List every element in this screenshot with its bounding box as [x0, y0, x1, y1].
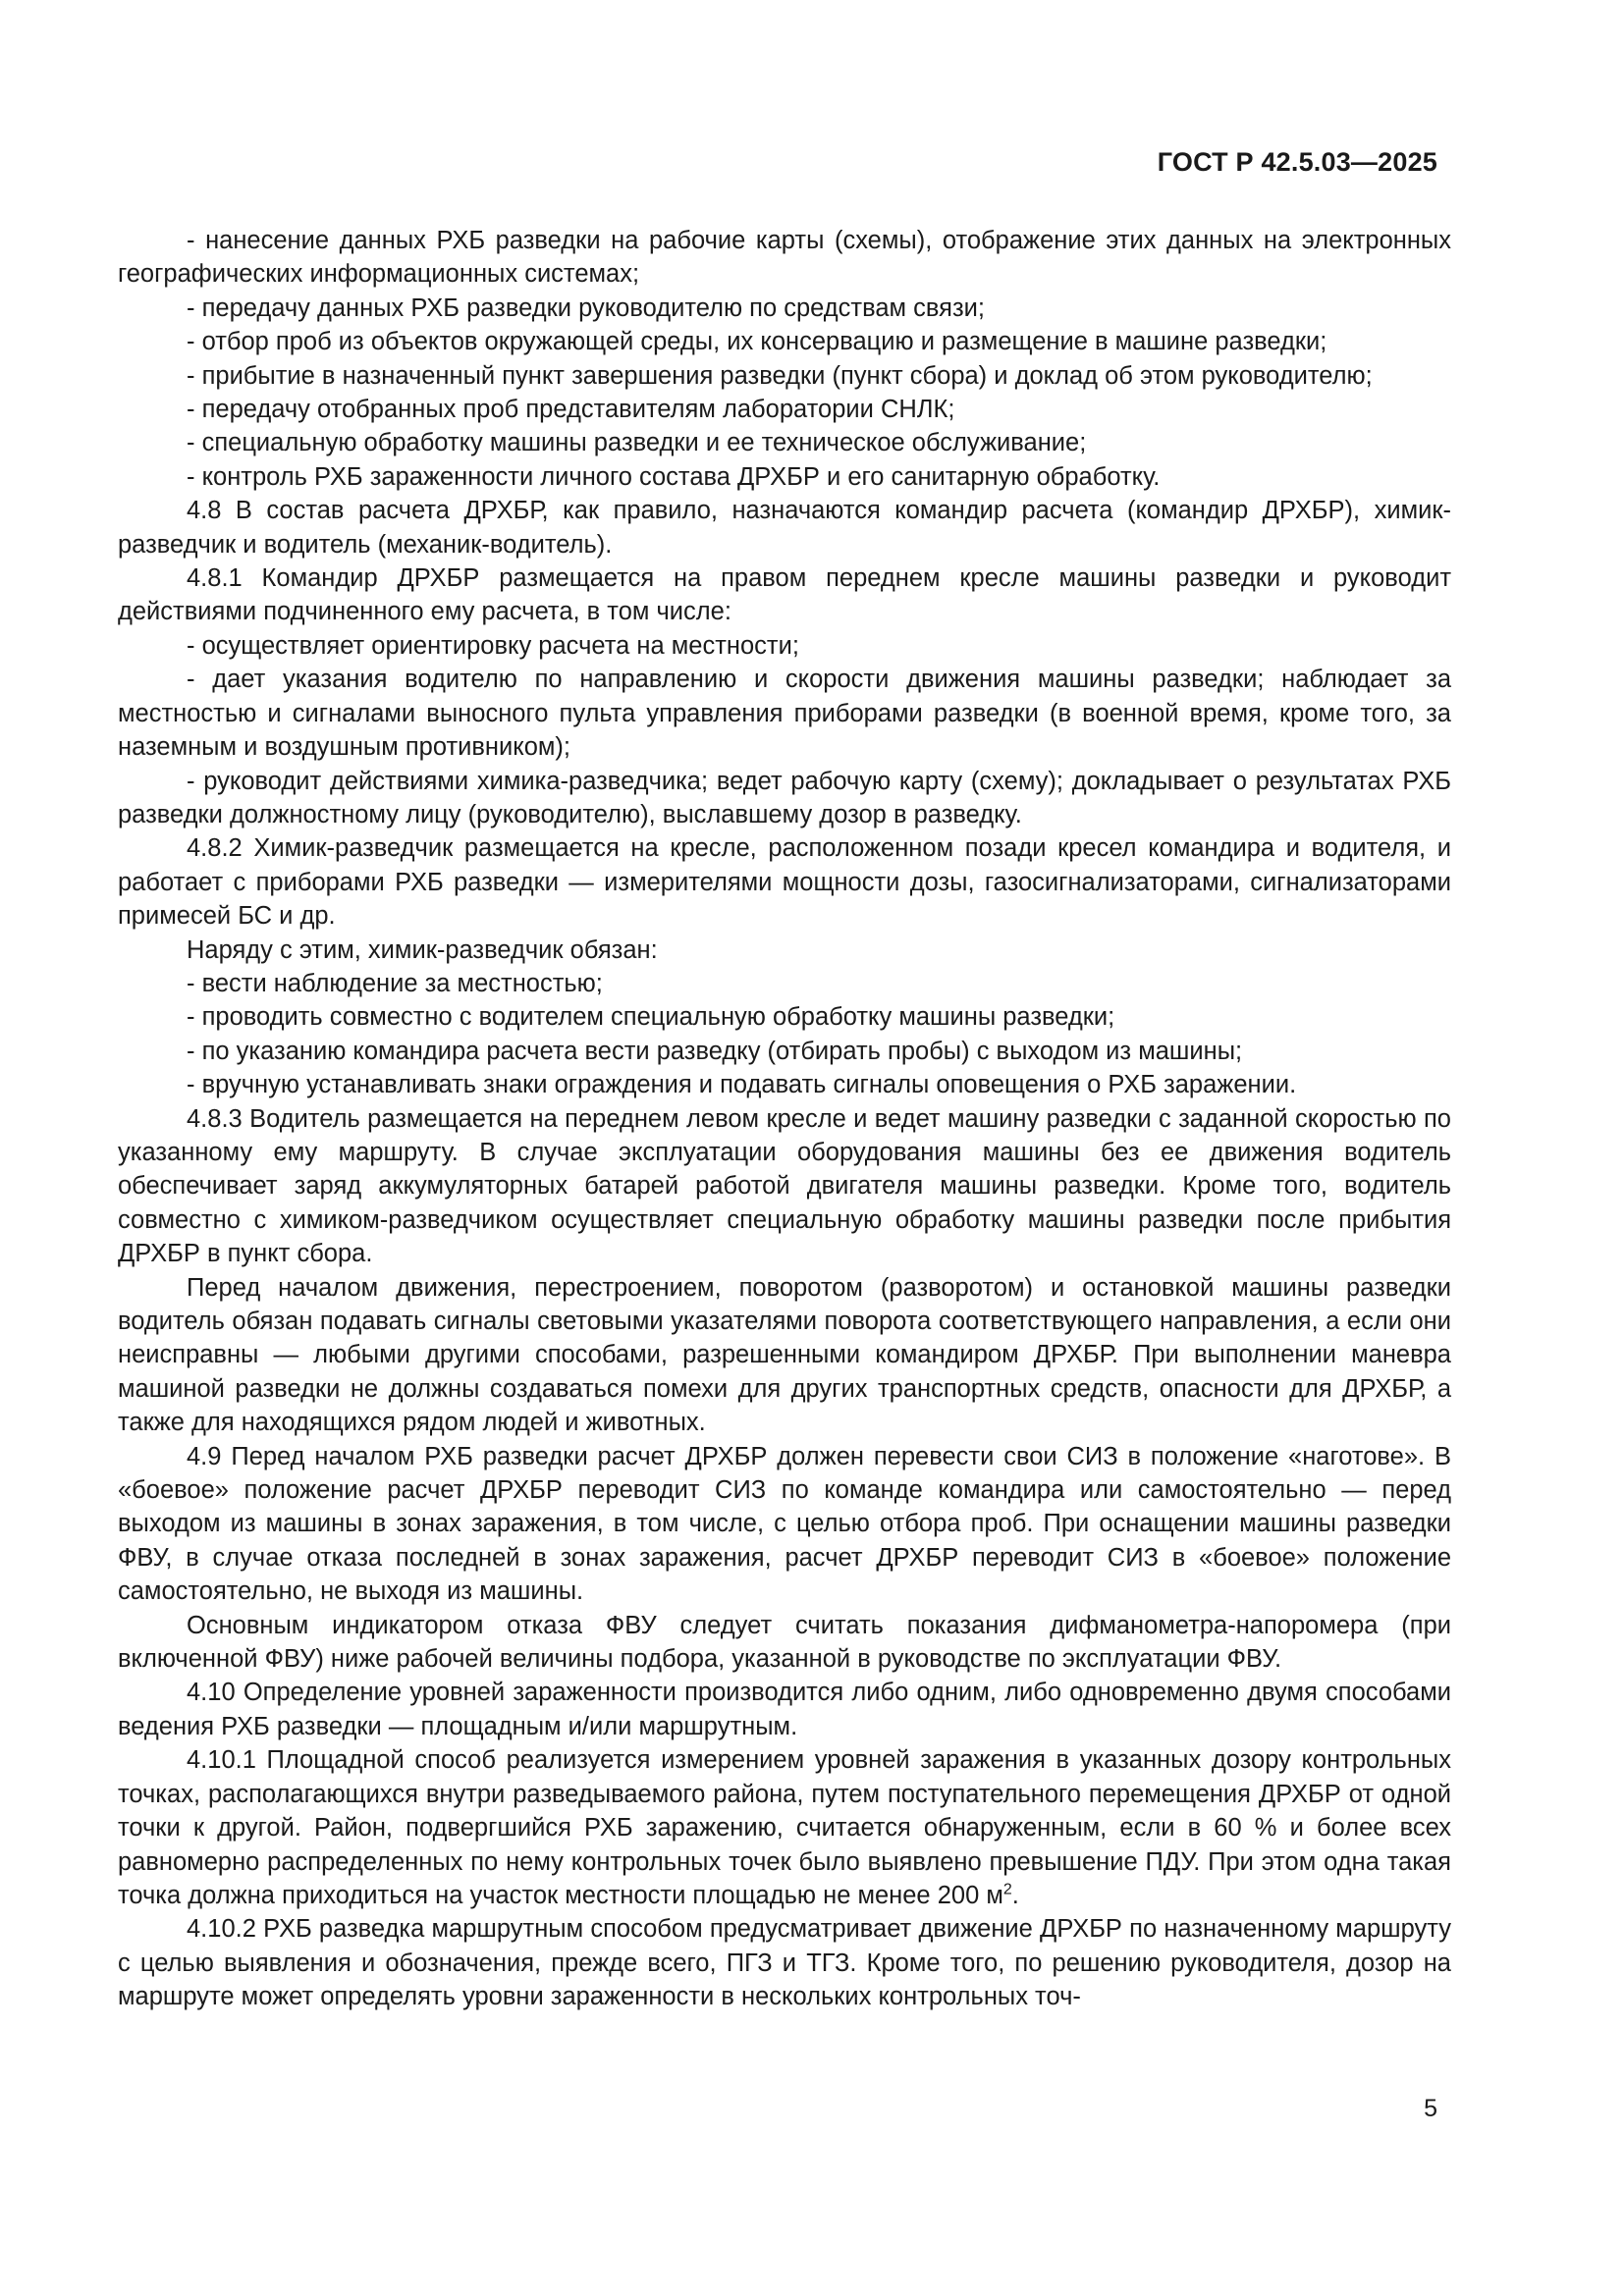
list-item: - руководит действиями химика-разведчика; ведет рабочую карту (схему); докладывает о результатах РХБ разведки должностному лицу (руководителю), выславшему дозор в разведку. [118, 767, 1451, 828]
list-item: - контроль РХБ зараженности личного состава ДРХБР и его санитарную обработку. [187, 462, 1161, 491]
paragraph: Наряду с этим, химик-разведчик обязан: [187, 935, 658, 964]
list-item: - осуществляет ориентировку расчета на местности; [187, 631, 799, 660]
clause-4-10-2: 4.10.2 РХБ разведка маршрутным способом предусматривает движение ДРХБР по назначенному маршруту с целью выявления и обозначения, прежде всего, ПГЗ и ТГЗ. Кроме того, по решению руководителя, дозор на маршруте может определять уровни зараженности в нескольких контрольных точ- [118, 1915, 1451, 2011]
clause-4-8-1: 4.8.1 Командир ДРХБР размещается на правом переднем кресле машины разведки и руководит действиями подчиненного ему расчета, в том числе: [118, 564, 1451, 626]
list-item: - отбор проб из объектов окружающей среды, их консервацию и размещение в машине разведки; [187, 328, 1327, 356]
area-period: . [1011, 1881, 1019, 1909]
area-exponent: 2 [1002, 1881, 1012, 1898]
list-item: - передачу данных РХБ разведки руководителю по средствам связи; [187, 294, 986, 322]
clause-4-10: 4.10 Определение уровней зараженности производится либо одним, либо одновременно двумя способами ведения РХБ разведки — площадным и/или маршрутным. [118, 1679, 1451, 1740]
clause-4-8-3: 4.8.3 Водитель размещается на переднем левом кресле и ведет машину разведки с заданной скоростью по указанному ему маршруту. В случае эксплуатации оборудования машины без ее движения водитель обеспечивает заряд аккумуляторных батарей работой двигателя машины разведки. Кроме того, водитель совместно с химиком-разведчиком осуществляет специальную обработку машины разведки после прибытия ДРХБР в пункт сбора. [118, 1104, 1451, 1268]
list-item: - вести наблюдение за местностью; [187, 969, 603, 997]
page-header-standard-code: ГОСТ Р 42.5.03—2025 [1157, 147, 1437, 177]
clause-4-10-1-text: 4.10.1 Площадной способ реализуется измерением уровней заражения в указанных дозору контрольных точках, располагающихся внутри разведываемого района, путем поступательного перемещения ДРХБР от одной точки к другой. Район, подвергшийся РХБ заражению, считается обнаруженным, если в 60 % и более всех равномерно распределенных по нему контрольных точек было выявлено превышение ПДУ. При этом одна такая точка должна приходиться на участок местности площадью не менее 200 м [118, 1746, 1451, 1909]
clause-4-8: 4.8 В состав расчета ДРХБР, как правило, назначаются командир расчета (командир ДРХБР), химик-разведчик и водитель (механик-водитель). [118, 497, 1451, 559]
list-item: - проводить совместно с водителем специальную обработку машины разведки; [187, 1003, 1115, 1032]
list-item: - вручную устанавливать знаки ограждения и подавать сигналы оповещения о РХБ заражении. [187, 1071, 1297, 1099]
list-item: - передачу отобранных проб представителям лаборатории СНЛК; [187, 396, 955, 424]
page-number: 5 [1424, 2095, 1437, 2122]
list-item: - специальную обработку машины разведки и ее техническое обслуживание; [187, 429, 1087, 457]
clause-4-8-2: 4.8.2 Химик-разведчик размещается на кресле, расположенном позади кресел командира и водителя, и работает с приборами РХБ разведки — измерителями мощности дозы, газосигнализаторами, сигнализаторами примесей БС и др. [118, 834, 1451, 931]
clause-4-9: 4.9 Перед началом РХБ разведки расчет ДРХБР должен перевести свои СИЗ в положение «наготове». В «боевое» положение расчет ДРХБР переводит СИЗ по команде командира или самостоятельно — перед выходом из машины в зонах заражения, в том числе, с целью отбора проб. При оснащении машины разведки ФВУ, в случае отказа последней в зонах заражения, расчет ДРХБР переводит СИЗ в «боевое» положение самостоятельно, не выходя из машины. [118, 1442, 1451, 1606]
list-item: - дает указания водителю по направлению и скорости движения машины разведки; наблюдает за местностью и сигналами выносного пульта управления приборами разведки (в военной время, кроме того, за наземным и воздушным противником); [118, 666, 1451, 762]
list-item: - по указанию командира расчета вести разведку (отбирать пробы) с выходом из машины; [187, 1037, 1243, 1065]
list-item: - нанесение данных РХБ разведки на рабочие карты (схемы), отображение этих данных на электронных географических информационных системах; [118, 227, 1451, 289]
clause-4-10-1 [118, 1743, 1451, 1912]
document-body [118, 224, 1451, 2014]
list-item: - прибытие в назначенный пункт завершения разведки (пункт сбора) и доклад об этом руководителю; [187, 361, 1373, 390]
paragraph: Основным индикатором отказа ФВУ следует считать показания дифманометра-напоромера (при включенной ФВУ) ниже рабочей величины подбора, указанной в руководстве по эксплуатации ФВУ. [118, 1611, 1451, 1674]
paragraph: Перед началом движения, перестроением, поворотом (разворотом) и остановкой машины разведки водитель обязан подавать сигналы световыми указателями поворота соответствующего направления, а если они неисправны — любыми другими способами, разрешенными командиром ДРХБР. При выполнении маневра машиной разведки не должны создаваться помехи для других транспортных средств, опасности для ДРХБР, а также для находящихся рядом людей и животных. [118, 1273, 1451, 1437]
